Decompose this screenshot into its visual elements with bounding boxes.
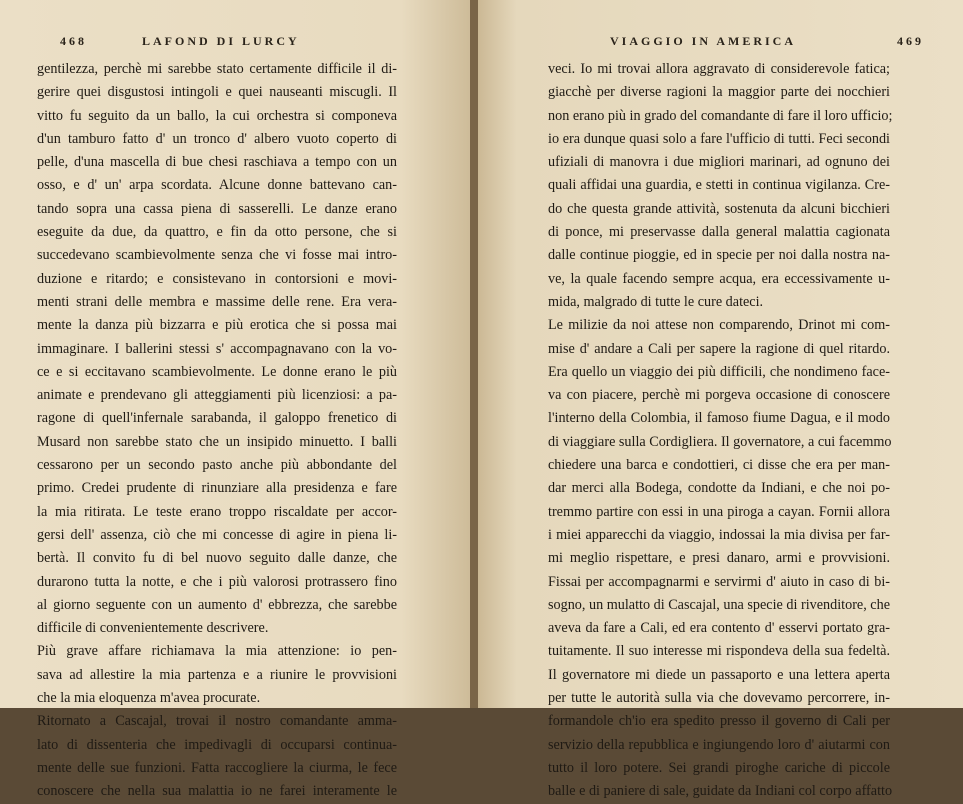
text-line: cessarono per un secondo pasto anche più abbondante del — [37, 457, 397, 474]
text-line: menti strani delle membra e massime delle rene. Era vera- — [37, 293, 397, 310]
text-line: Il governatore mi diede un passaporto e una lettera aperta — [548, 666, 890, 683]
text-line: i miei apparecchi da viaggio, indossai la mia divisa per far- — [548, 526, 890, 543]
text-line: primo. Credei prudente di rinunziare alla presidenza e fare — [37, 480, 397, 497]
text-line: difficile di convenientemente descrivere. — [37, 620, 269, 637]
text-line: ufiziali di manovra i due migliori marinari, ad ognuno dei — [548, 154, 890, 171]
text-line: lato di dissenteria che impedivagli di occuparsi continua- — [37, 736, 397, 753]
text-line: dalle continue pioggie, ed in specie per noi dalla nostra na- — [548, 247, 890, 264]
text-line: conoscere che nella sua malattia io ne farei interamente le — [37, 783, 397, 800]
text-line: va con piacere, perchè mi porgeva occasione di conoscere — [548, 387, 890, 404]
text-line: succedevano scambievolmente senza che vi fosse mai intro- — [37, 247, 397, 264]
text-line: sava ad allestire la mia partenza e a riunire le provvisioni — [37, 666, 397, 683]
text-line: ragone di quell'infernale sarabanda, il galoppo frenetico di — [37, 410, 397, 427]
text-line: balle e di paniere di sale, guidate da Indiani col corpo affatto — [548, 783, 893, 800]
text-line: io era dunque quasi solo a fare l'ufficio di tutti. Feci secondi — [548, 130, 890, 147]
text-line: mente delle sue funzioni. Fatta raccogliere la ciurma, le fece — [37, 759, 397, 776]
text-line: immaginare. I ballerini stessi s' accompagnavano con la vo- — [37, 340, 397, 357]
text-line: vitto fu seguito da un ballo, la cui orchestra si componeva — [37, 107, 397, 124]
text-line: pelle, d'una mascella di bue chesi raschiava a tempo con un — [37, 154, 397, 171]
page-number: 468 — [60, 34, 87, 48]
text-line: ve, la quale facendo sempre acqua, era eccessivamente u- — [548, 270, 890, 287]
text-line: Ritornato a Cascajal, trovai il nostro comandante amma- — [37, 713, 397, 730]
text-line: mi meglio rispettare, e presi danaro, armi e provvisioni. — [548, 550, 890, 567]
text-line: servizio della repubblica e ingiungendo loro d' aiutarmi con — [548, 736, 890, 753]
text-line: al giorno seguente con un aumento d' ebbrezza, che sarebbe — [37, 596, 397, 613]
text-line: osso, e d' un' arpa scordata. Alcune donne battevano can- — [37, 177, 397, 194]
text-line: do che questa grande attività, sostenuta da alcuni bicchieri — [548, 200, 890, 217]
text-line: che la mia eloquenza m'avea procurate. — [37, 690, 261, 707]
left-page — [0, 0, 472, 800]
text-line: Fissai per accompagnarmi e servirmi d' aiuto in caso di bi- — [548, 573, 890, 590]
text-line: ce e si eccitavano scambievolmente. Le donne erano le più — [37, 363, 397, 380]
running-head: VIAGGIO IN AMERICA — [610, 34, 797, 48]
text-line: Musard non sarebbe stato che un insipido minuetto. I balli — [37, 433, 397, 450]
text-line: durarono tutta la notte, e che i più valorosi protrassero fino — [37, 573, 397, 590]
text-line: bertà. Il convito fu di bel nuovo seguito dalle danze, che — [37, 550, 397, 567]
text-line: la mia ritirata. Le teste erano troppo riscaldate per accor- — [37, 503, 397, 520]
text-line: di ponce, mi preservasse dalla general malattia cagionata — [548, 224, 890, 241]
text-line: formandole ch'io era spedito presso il governo di Cali per — [548, 713, 890, 730]
text-line: sogno, un mulatto di Cascajal, una specie di rivenditore, che — [548, 596, 890, 613]
text-line: d'un tamburo fatto d' un tronco d' albero vuoto coperto di — [37, 130, 397, 147]
text-line: gerire quei disgustosi intingoli e quei nauseanti miscugli. Il — [37, 84, 397, 101]
text-line: gentilezza, perchè mi sarebbe stato certamente difficile il di- — [37, 61, 397, 77]
body-text — [548, 58, 893, 804]
text-line: non erano più in grado del comandante di fare il loro ufficio; — [548, 107, 893, 124]
text-line: Le milizie da noi attese non comparendo, Drinot mi com- — [548, 317, 890, 334]
text-line: per tutte le autorità sulla via che dovevamo percorrere, in- — [548, 690, 890, 707]
text-line: mida, malgrado di tutte le cure dateci. — [548, 293, 764, 310]
body-text — [37, 58, 397, 804]
text-line: tutto il loro potere. Sei grandi piroghe cariche di piccole — [548, 759, 890, 776]
right-page — [478, 0, 963, 800]
text-line: mente la danza più bizzarra e più erotica che si possa mai — [37, 317, 397, 334]
text-line: eseguite da due, da quattro, e fin da otto persone, che si — [37, 224, 397, 241]
text-line: gersi dell' assenza, ciò che mi concesse di agire in piena li- — [37, 526, 397, 543]
text-line: l'interno della Colombia, il famoso fiume Dagua, e il modo — [548, 410, 890, 427]
text-line: tando sopra una cassa piena di sasserelli. Le danze erano — [37, 200, 397, 217]
text-line: di viaggiare sulla Cordigliera. Il governatore, a cui facemmo — [548, 433, 892, 450]
text-line: veci. Io mi trovai allora aggravato di considerevole fatica; — [548, 61, 890, 77]
text-line: animate e prendevano gli atteggiamenti più licenziosi: a pa- — [37, 387, 397, 404]
text-line: tuitamente. Il suo interesse mi rispondeva della sua fedeltà. — [548, 643, 890, 660]
text-line: dar merci alla Bodega, condotte da Indiani, e che noi po- — [548, 480, 890, 497]
text-line: chiedere una barca e condottieri, ci disse che era per man- — [548, 457, 890, 474]
text-line: tremmo partire con essi in una piroga a cayan. Fornii allora — [548, 503, 890, 520]
text-line: mise d' andare a Cali per sapere la ragione di quel ritardo. — [548, 340, 890, 357]
text-line: aveva da fare a Cali, ed era contento d' esservi portato gra- — [548, 620, 890, 637]
text-line: Era quello un viaggio dei più difficili, che nondimeno face- — [548, 363, 890, 380]
text-line: giacchè per diverse ragioni la maggior parte dei nocchieri — [548, 84, 890, 101]
page-number: 469 — [897, 34, 924, 48]
running-head: LAFOND DI LURCY — [142, 34, 300, 48]
text-line: quali affidai una guardia, e stetti in continua vigilanza. Cre- — [548, 177, 890, 194]
text-line: Più grave affare richiamava la mia attenzione: io pen- — [37, 643, 397, 660]
text-line: duzione e ritardo; e consistevano in contorsioni e movi- — [37, 270, 397, 287]
